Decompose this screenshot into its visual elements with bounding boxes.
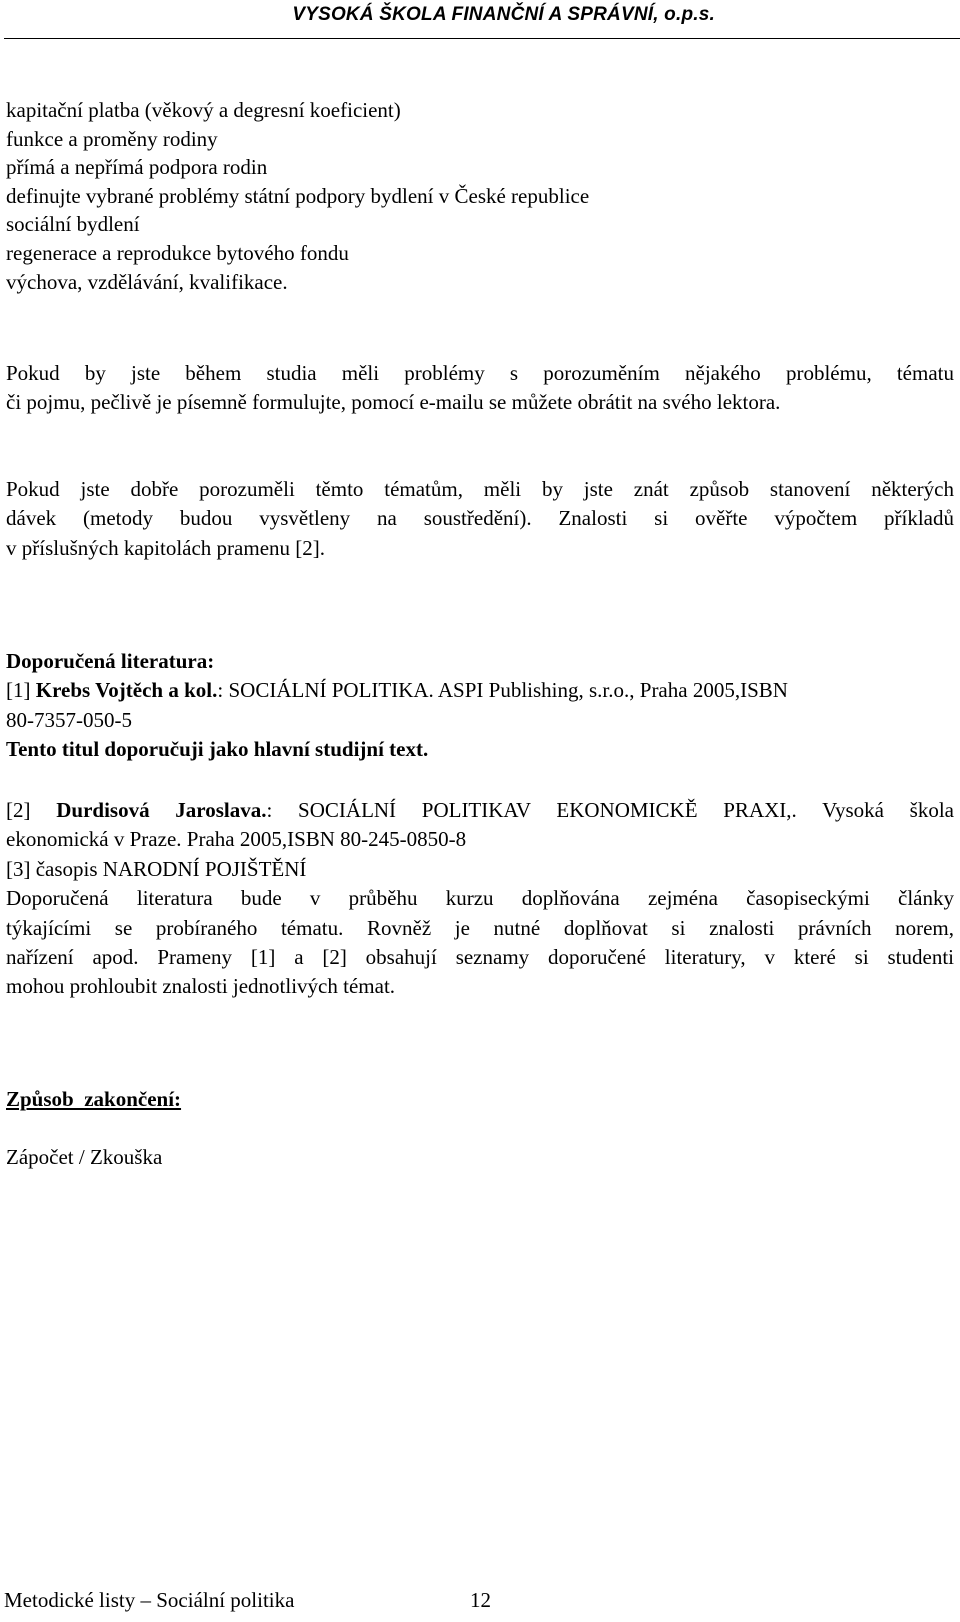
completion-heading: Způsob zakončení:	[6, 1087, 182, 1111]
paragraph-line: Pokud by jste během studia měli problémy s porozuměním nějakého problému, tématu	[6, 361, 954, 385]
topic-item: sociální bydlení	[6, 212, 140, 237]
literature-section-2	[6, 796, 954, 1002]
completion-value: Zápočet / Zkouška	[6, 1145, 163, 1169]
reference-number: [1]	[6, 678, 36, 703]
reference-2	[6, 796, 954, 825]
topic-item: kapitační platba (věkový a degresní koeficient)	[6, 98, 401, 122]
reference-number: [2]	[6, 798, 57, 822]
reference-2-line-2: ekonomická v Praze. Praha 2005,ISBN 80-245-0850-8	[6, 827, 467, 852]
paragraph-line: Pokud jste dobře porozuměli těmto tématům, měli by jste znát způsob stanovení některých	[6, 477, 954, 501]
paragraph-line: či pojmu, pečlivě je písemně formulujte, pomocí e-mailu se můžete obrátit na svého lektora.	[6, 390, 781, 415]
literature-note-line: mohou prohloubit znalosti jednotlivých témat.	[6, 974, 396, 999]
reference-details: : SOCIÁLNÍ POLITIKA. ASPI Publishing, s.r.o., Praha 2005,ISBN	[217, 678, 788, 703]
literature-note-line: Doporučená literatura bude v průběhu kurzu doplňována zejména časopiseckými články	[6, 886, 954, 911]
completion-value-block	[6, 1143, 954, 1172]
study-help-paragraph	[6, 359, 954, 418]
paragraph-line: dávek (metody budou vysvětleny na soustředění). Znalosti si ověřte výpočtem příkladů	[6, 506, 954, 531]
topic-list	[6, 96, 589, 296]
page-number: 12	[470, 1588, 491, 1612]
completion-section	[6, 1085, 954, 1114]
reference-details: : SOCIÁLNÍ POLITIKAV EKONOMICKĚ PRAXI,. Vysoká škola	[266, 798, 954, 822]
reference-1-isbn: 80-7357-050-5	[6, 707, 132, 732]
paragraph-line: v příslušných kapitolách pramenu [2].	[6, 535, 325, 560]
topic-item: přímá a nepřímá podpora rodin	[6, 155, 268, 180]
literature-heading: Doporučená literatura:	[6, 649, 215, 673]
reference-1	[6, 676, 954, 705]
reference-3: [3] časopis NARODNÍ POJIŠTĚNÍ	[6, 856, 307, 881]
page-header	[0, 0, 960, 42]
literature-section	[6, 647, 954, 765]
reference-author: Krebs Vojtěch a kol.	[35, 678, 218, 703]
topic-item: funkce a proměny rodiny	[6, 126, 218, 151]
header-title: VYSOKÁ ŠKOLA FINANČNÍ A SPRÁVNÍ, o.p.s.	[292, 4, 715, 25]
header-rule	[4, 38, 960, 39]
understanding-paragraph	[6, 475, 954, 563]
reference-author: Durdisová Jaroslava.	[56, 798, 267, 822]
footer-title: Metodické listy – Sociální politika	[4, 1588, 295, 1612]
literature-note-line: týkajícími se probíraného tématu. Rovněž je nutné doplňovat si znalosti právních norem,	[6, 915, 954, 940]
literature-note-line: nařízení apod. Prameny [1] a [2] obsahují seznamy doporučené literatury, v které si studenti	[6, 944, 954, 969]
reference-1-note: Tento titul doporučuji jako hlavní studijní text.	[6, 737, 429, 762]
topic-item: výchova, vzdělávání, kvalifikace.	[6, 269, 288, 294]
topic-item: regenerace a reprodukce bytového fondu	[6, 240, 349, 265]
topic-item: definujte vybrané problémy státní podpory bydlení v České republice	[6, 183, 590, 208]
